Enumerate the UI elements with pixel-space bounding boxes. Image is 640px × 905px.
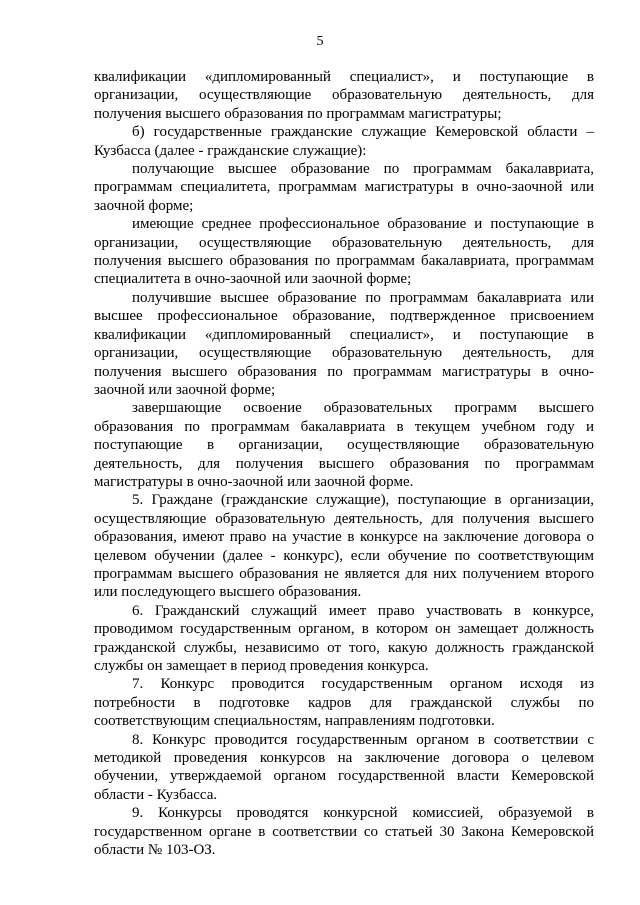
paragraph-clause-8: 8. Конкурс проводится государственным органом в соответствии с методикой проведения конкурсов на заключение договора о целевом обучении, утверждаемой органом государственной власти Кемеровской области - Кузбасса.: [94, 731, 594, 803]
paragraph-item-b: б) государственные гражданские служащие Кемеровской области – Кузбасса (далее - гражданские служащие):: [94, 124, 594, 159]
document-body: [94, 68, 594, 859]
paragraph-clause-9: 9. Конкурсы проводятся конкурсной комиссией, образуемой в государственном органе в соответствии со статьей 30 Закона Кемеровской области № 103-ОЗ.: [94, 805, 594, 859]
paragraph-subitem: получающие высшее образование по программам бакалавриата, программам специалитета, программам магистратуры в очно-заочной или заочной форме;: [94, 161, 594, 214]
paragraph-subitem: имеющие среднее профессиональное образование и поступающие в организации, осуществляющие образовательную деятельность, для получения высшего образования по программам бакалавриата, программам специалитета в очно-заочной или заочной форме;: [94, 216, 594, 288]
paragraph-clause-7: 7. Конкурс проводится государственным органом исходя из потребности в подготовке кадров для гражданской службы по соответствующим специальностям, направлениям подготовки.: [94, 676, 594, 730]
paragraph-subitem: завершающие освоение образовательных программ высшего образования по программам бакалавриата в текущем учебном году и поступающие в организации, осуществляющие образовательную деятельность, для получения высшего образования по программам магистратуры в очно-заочной или заочной форме.: [94, 400, 594, 490]
paragraph-subitem: получившие высшее образование по программам бакалавриата или высшее профессиональное образование, подтвержденное присвоением квалификации «дипломированный специалист», и поступающие в организации, осуществляющие образовательную деятельность, для получения высшего образования по программам магистратуры в очно-заочной или заочной форме;: [94, 289, 594, 398]
paragraph-continuation: квалификации «дипломированный специалист», и поступающие в организации, осуществляющие образовательную деятельность, для получения высшего образования по программам магистратуры;: [94, 69, 594, 122]
paragraph-clause-5: 5. Граждане (гражданские служащие), поступающие в организации, осуществляющие образовательную деятельность, для получения высшего образования, имеют право на участие в конкурсе на заключение договора о целевом обучении (далее - конкурс), если обучение по соответствующим программам высшего образования не является для них получением второго или последующего высшего образования.: [94, 492, 594, 601]
page-number: 5: [316, 34, 324, 49]
paragraph-clause-6: 6. Гражданский служащий имеет право участвовать в конкурсе, проводимом государственным органом, в котором он замещает должность гражданской службы, независимо от того, какую должность гражданской службы он замещает в период проведения конкурса.: [94, 602, 594, 674]
